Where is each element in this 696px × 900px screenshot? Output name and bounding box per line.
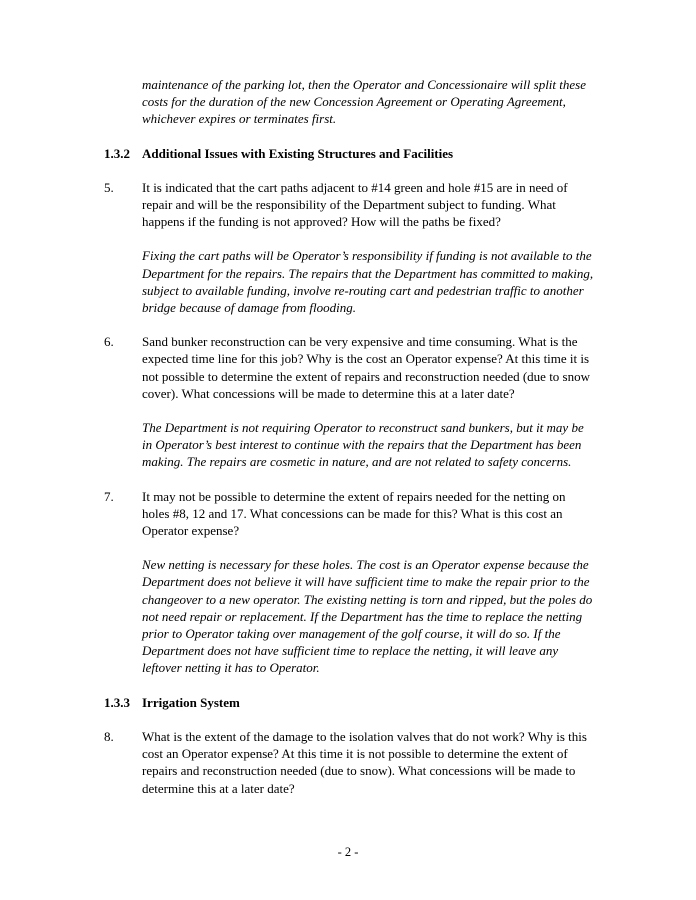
- item-answer: The Department is not requiring Operator to reconstruct sand bunkers, but it may be in Operator’s best interest to continue with the repairs that the Department has been making. The repairs are cosmetic in nature, and are not related to safety concerns.: [142, 420, 584, 470]
- item-body: [142, 333, 596, 470]
- item-body: [142, 179, 596, 316]
- item-question: It may not be possible to determine the extent of repairs needed for the netting on holes #8, 12 and 17. What concessions can be made for this? What is this cost an Operator expense?: [142, 488, 566, 539]
- numbered-item-8: [104, 728, 596, 797]
- section-heading-1-3-3: [104, 694, 596, 711]
- numbered-item-6: [104, 333, 596, 470]
- item-body: [142, 488, 596, 677]
- section-title: Additional Issues with Existing Structures and Facilities: [142, 145, 454, 161]
- item-question: Sand bunker reconstruction can be very expensive and time consuming. What is the expected time line for this job? Why is the cost an Operator expense? At this time it is not possible to determine the extent of repairs and reconstruction needed (due to snow cover). What concessions will be made to determine this at a later date?: [142, 334, 591, 401]
- section-number: 1.3.2: [104, 145, 130, 161]
- page-number-footer: - 2 -: [337, 845, 359, 859]
- item-answer: New netting is necessary for these holes. The cost is an Operator expense because the Department does not believe it will have sufficient time to make the repair prior to the changeover to a new operator. The existing netting is torn and ripped, but the poles do not need repair or replacement. If the Department has the time to replace the netting prior to Operator taking over management of the golf course, it will do so. If the Department does not have sufficient time to replace the netting, it will leave any leftover netting it has to Operator.: [142, 557, 593, 676]
- item-number: 6.: [104, 334, 114, 350]
- item-number: 8.: [104, 728, 114, 744]
- item-number: 7.: [104, 488, 114, 504]
- item-body: [142, 728, 596, 797]
- section-title: Irrigation System: [142, 694, 240, 710]
- numbered-item-7: [104, 488, 596, 677]
- numbered-item-5: [104, 179, 596, 316]
- section-number: 1.3.3: [104, 694, 130, 710]
- continued-paragraph: maintenance of the parking lot, then the Operator and Concessionaire will split these costs for the duration of the new Concession Agreement or Operating Agreement, whichever expires or terminates first.: [142, 77, 586, 127]
- section-heading-1-3-2: [104, 145, 596, 162]
- document-content: [104, 76, 596, 797]
- item-number: 5.: [104, 179, 114, 195]
- item-question: What is the extent of the damage to the isolation valves that do not work? Why is this cost an Operator expense? At this time it is not possible to determine the extent of repairs and reconstruction needed (due to snow). What concessions will be made to determine this at a later date?: [142, 728, 587, 796]
- item-question: It is indicated that the cart paths adjacent to #14 green and hole #15 are in need of repair and will be the responsibility of the Department subject to funding. What happens if the funding is not approved? How will the paths be fixed?: [142, 179, 568, 230]
- item-answer: Fixing the cart paths will be Operator’s responsibility if funding is not available to the Department for the repairs. The repairs that the Department has committed to making, subject to available funding, involve re-routing cart and pedestrian traffic to another bridge because of damage from flooding.: [142, 248, 594, 316]
